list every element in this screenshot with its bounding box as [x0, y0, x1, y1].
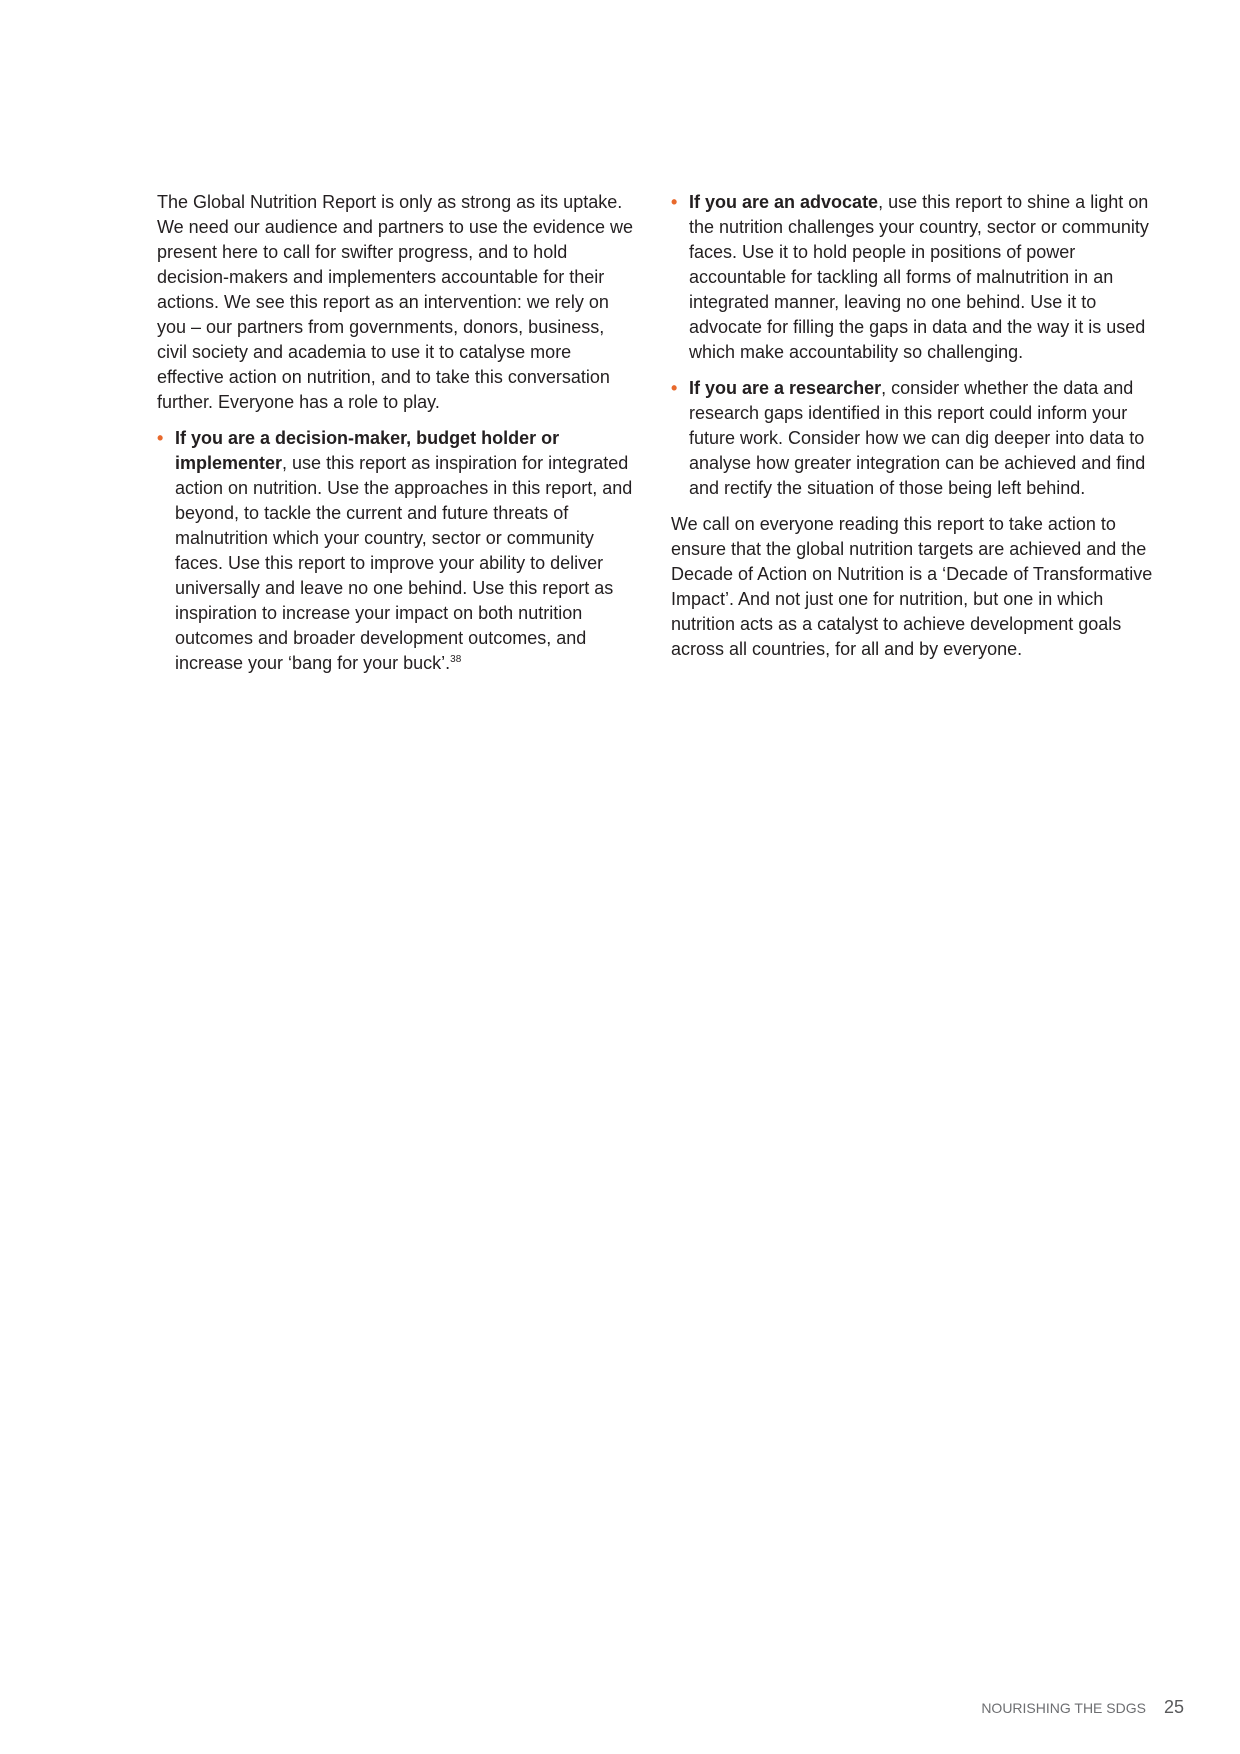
closing-paragraph: We call on everyone reading this report to take action to ensure that the global nutrition targets are achieved and the Decade of Action on Nutrition is a ‘Decade of Transformative Impact’. And not just one for nutrition, but one in which nutrition acts as a catalyst to achieve development goals across all countries, for all and by everyone. — [671, 514, 1153, 659]
list-item-advocate — [671, 190, 1155, 365]
page-footer — [981, 1697, 1184, 1718]
bullet-lead-decision-maker: If you are a decision-maker, budget holder or implementer — [175, 428, 560, 473]
footnote-marker: 38 — [450, 654, 462, 665]
list-item-decision-maker — [157, 426, 637, 676]
left-column — [157, 190, 637, 687]
bullet-icon: • — [671, 192, 678, 212]
bullet-icon: • — [157, 428, 164, 448]
bullet-lead-advocate: If you are an advocate — [689, 192, 879, 212]
intro-paragraph: The Global Nutrition Report is only as strong as its uptake. We need our audience and partners to use the evidence we present here to call for swifter progress, and to hold decision-makers and implementers accountable for their actions. We see this report as an intervention: we rely on you – our partners from governments, donors, business, civil society and academia to use it to catalyse more effective action on nutrition, and to take this conversation further. Everyone has a role to play. — [157, 192, 633, 412]
bullet-text-decision-maker: , use this report as inspiration for integrated action on nutrition. Use the approaches in this report, and beyond, to tackle the current and future threats of malnutrition which your country, sector or community faces. Use this report to improve your ability to deliver universally and leave no one behind. Use this report as inspiration to increase your impact on both nutrition outcomes and broader development outcomes, and increase your ‘bang for your buck’. — [175, 453, 633, 673]
left-bullet-list — [157, 426, 637, 676]
right-column — [671, 190, 1155, 673]
footer-section-title: NOURISHING THE SDGS — [981, 1700, 1146, 1716]
page-number: 25 — [1163, 1697, 1184, 1717]
bullet-icon: • — [671, 378, 678, 398]
bullet-text-researcher: , consider whether the data and research gaps identified in this report could inform your future work. Consider how we can dig deeper into data to analyse how greater integration can be achieved and find and rectify the situation of those being left behind. — [689, 378, 1146, 498]
bullet-text-advocate: , use this report to shine a light on the nutrition challenges your country, sector or community faces. Use it to hold people in positions of power accountable for tackling all forms of malnutrition in an integrated manner, leaving no one behind. Use it to advocate for filling the gaps in data and the way it is used which make accountability so challenging. — [689, 192, 1149, 362]
bullet-lead-researcher: If you are a researcher — [689, 378, 882, 398]
right-bullet-list — [671, 190, 1155, 501]
list-item-researcher — [671, 376, 1155, 501]
